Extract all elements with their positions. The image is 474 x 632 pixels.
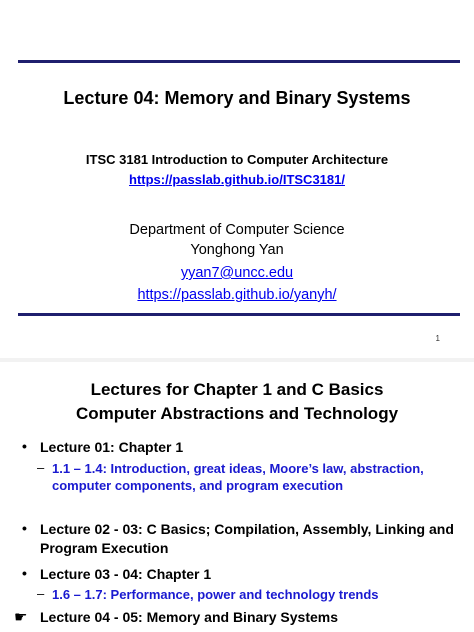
list-item-text: Lecture 01: Chapter 1 [40, 439, 184, 455]
homepage-link[interactable]: https://passlab.github.io/yanyh/ [137, 287, 337, 303]
list-item-text: Lecture 04 - 05: Memory and Binary Systems [40, 609, 339, 625]
email-link[interactable]: yyan7@uncc.edu [180, 265, 294, 281]
course-name: ITSC 3181 Introduction to Computer Architecture [85, 152, 389, 167]
pointing-hand-icon: ☛ [14, 609, 28, 626]
lecture-title: Lecture 04: Memory and Binary Systems [63, 88, 411, 108]
department: Department of Computer Science [129, 222, 345, 238]
slide-title-line2: Computer Abstractions and Technology [75, 404, 399, 423]
course-url-link[interactable]: https://passlab.github.io/ITSC3181/ [129, 172, 345, 187]
list-item-text: Lecture 02 - 03: C Basics; Compilation, Assembly, Linking and Program Execution [40, 521, 454, 556]
bottom-rule [18, 313, 460, 316]
lecture-list-slide [0, 362, 474, 632]
list-subitem-text: 1.1 – 1.4: Introduction, great ideas, Moore’s law, abstraction, computer components, and program execution [52, 461, 424, 493]
slide-title-line1: Lectures for Chapter 1 and C Basics [90, 380, 384, 399]
author-name: Yonghong Yan [190, 242, 284, 258]
list-item-text: Lecture 03 - 04: Chapter 1 [40, 566, 212, 582]
bullet-icon: • [22, 438, 27, 454]
list-subitem-text: 1.6 – 1.7: Performance, power and technology trends [52, 587, 379, 602]
dash-icon: – [37, 460, 45, 475]
bullet-icon: • [22, 565, 27, 581]
dash-icon: – [37, 586, 45, 601]
bullet-icon: • [22, 520, 27, 536]
top-rule [18, 60, 460, 63]
page-number: 1 [435, 334, 440, 343]
